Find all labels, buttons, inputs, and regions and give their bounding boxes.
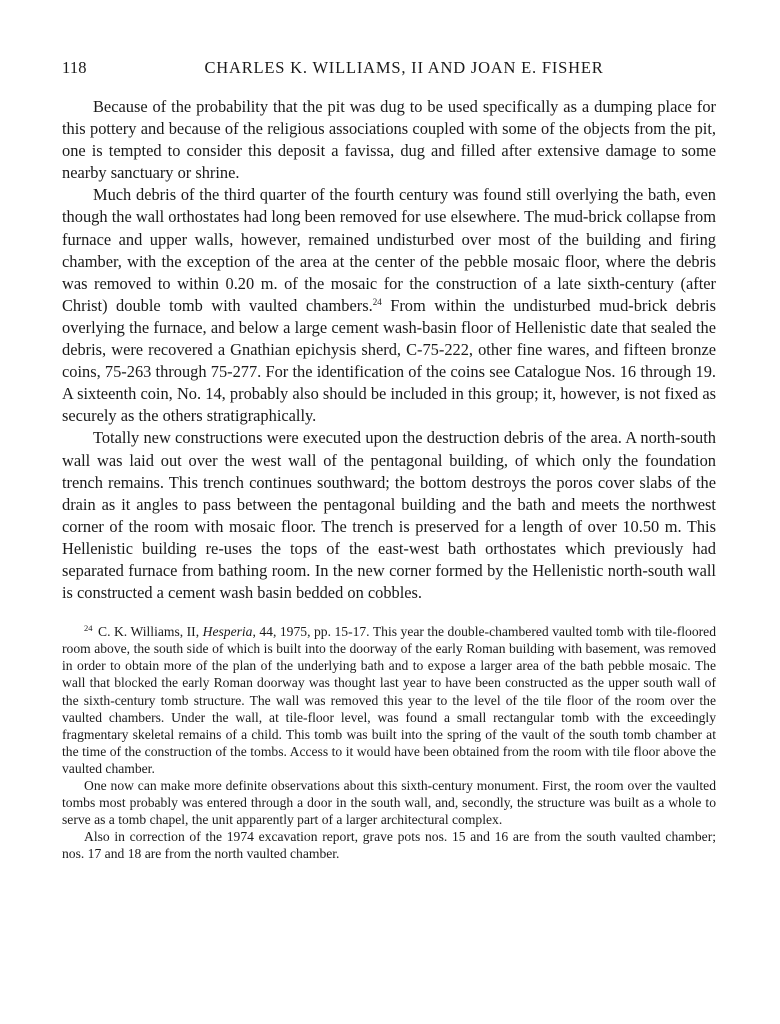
page-header <box>62 58 716 82</box>
main-text <box>62 96 716 604</box>
paragraph <box>62 184 716 427</box>
footnote <box>62 623 716 777</box>
paragraph: Totally new constructions were executed upon the destruction debris of the area. A north-south wall was laid out over the west wall of the pentagonal building, of which only the foundation trench remains. This trench continues southward; the bottom destroys the poros cover slabs of the drain as it angles to pass between the pentagonal building and the bath and meets the northwest corner of the room with mosaic floor. The trench is preserved for a length of over 10.50 m. This Hellenistic building re-uses the tops of the east-west bath orthostates which previously had separated furnace from bathing room. In the new corner formed by the Hellenistic north-south wall is constructed a cement wash basin bedded on cobbles. <box>62 428 716 603</box>
running-head: CHARLES K. WILLIAMS, II AND JOAN E. FISHER <box>204 58 604 77</box>
footnote-paragraph: One now can make more definite observations about this sixth-century monument. First, the room over the vaulted tombs most probably was entered through a door in the south wall, and, secondly, the structure was built as a whole to serve as a tomb chapel, the unit apparently part of a larger architectural complex. <box>62 778 716 828</box>
footnotes <box>62 623 716 862</box>
paragraph-text: From within the undisturbed mud-brick debris overlying the furnace, and below a large cement wash-basin floor of Hellenistic date that sealed the debris, were recovered a Gnathian epichysis sherd, C-75-222, other fine wares, and fifteen bronze coins, 75-263 through 75-277. For the identification of the coins see Catalogue Nos. 16 through 19. A sixteenth coin, No. 14, probably also should be included in this group; it, however, is not fixed as securely as the others stratigraphically. <box>62 295 716 426</box>
journal-page <box>62 58 716 862</box>
paragraph-text: Much debris of the third quarter of the fourth century was found still overlying the bath, even though the wall orthostates had long been removed for use elsewhere. The mud-brick collapse from furnace and upper walls, however, remained undisturbed over most of the building and firing chamber, with the exception of the area at the center of the pebble mosaic floor, where the debris was removed to within 0.20 m. of the mosaic for the construction of a late sixth-century (after Christ) double tomb with vaulted chambers. <box>62 185 716 315</box>
footnote-reference: 24 <box>372 296 382 307</box>
footnote-text: , 44, 1975, pp. 15-17. This year the double-chambered vaulted tomb with tile-floored room above, the south side of which is built into the doorway of the early Roman building with basement, was removed in order to obtain more of the plan of the underlying bath and to expose a larger area of the bath pebble mosaic. The wall that blocked the early Roman doorway was thought last year to have been constructed as the upper south wall of the sixth-century tomb structure. The wall was removed this year to the level of the tile floor of the room over the vaulted chambers. Under the wall, at tile-floor level, was found a small rectangular tomb with the exceedingly fragmentary skeletal remains of a child. This tomb was built into the spring of the vault of the south tomb chamber at the time of the construction of the tombs. Access to it would have been obtained from the room with tile floor above the vaulted chamber. <box>62 624 716 776</box>
footnote-number: 24 <box>84 623 93 634</box>
footnote-text: C. K. Williams, II, <box>94 624 203 640</box>
paragraph: Because of the probability that the pit was dug to be used specifically as a dumping place for this pottery and because of the religious associations coupled with some of the objects from the pit, one is tempted to consider this deposit a favissa, dug and filled after extensive damage to some nearby sanctuary or shrine. <box>62 97 716 183</box>
footnote-paragraph: Also in correction of the 1974 excavation report, grave pots nos. 15 and 16 are from the south vaulted chamber; nos. 17 and 18 are from the north vaulted chamber. <box>62 829 716 862</box>
page-number: 118 <box>62 58 87 77</box>
journal-title: Hesperia <box>202 624 253 640</box>
